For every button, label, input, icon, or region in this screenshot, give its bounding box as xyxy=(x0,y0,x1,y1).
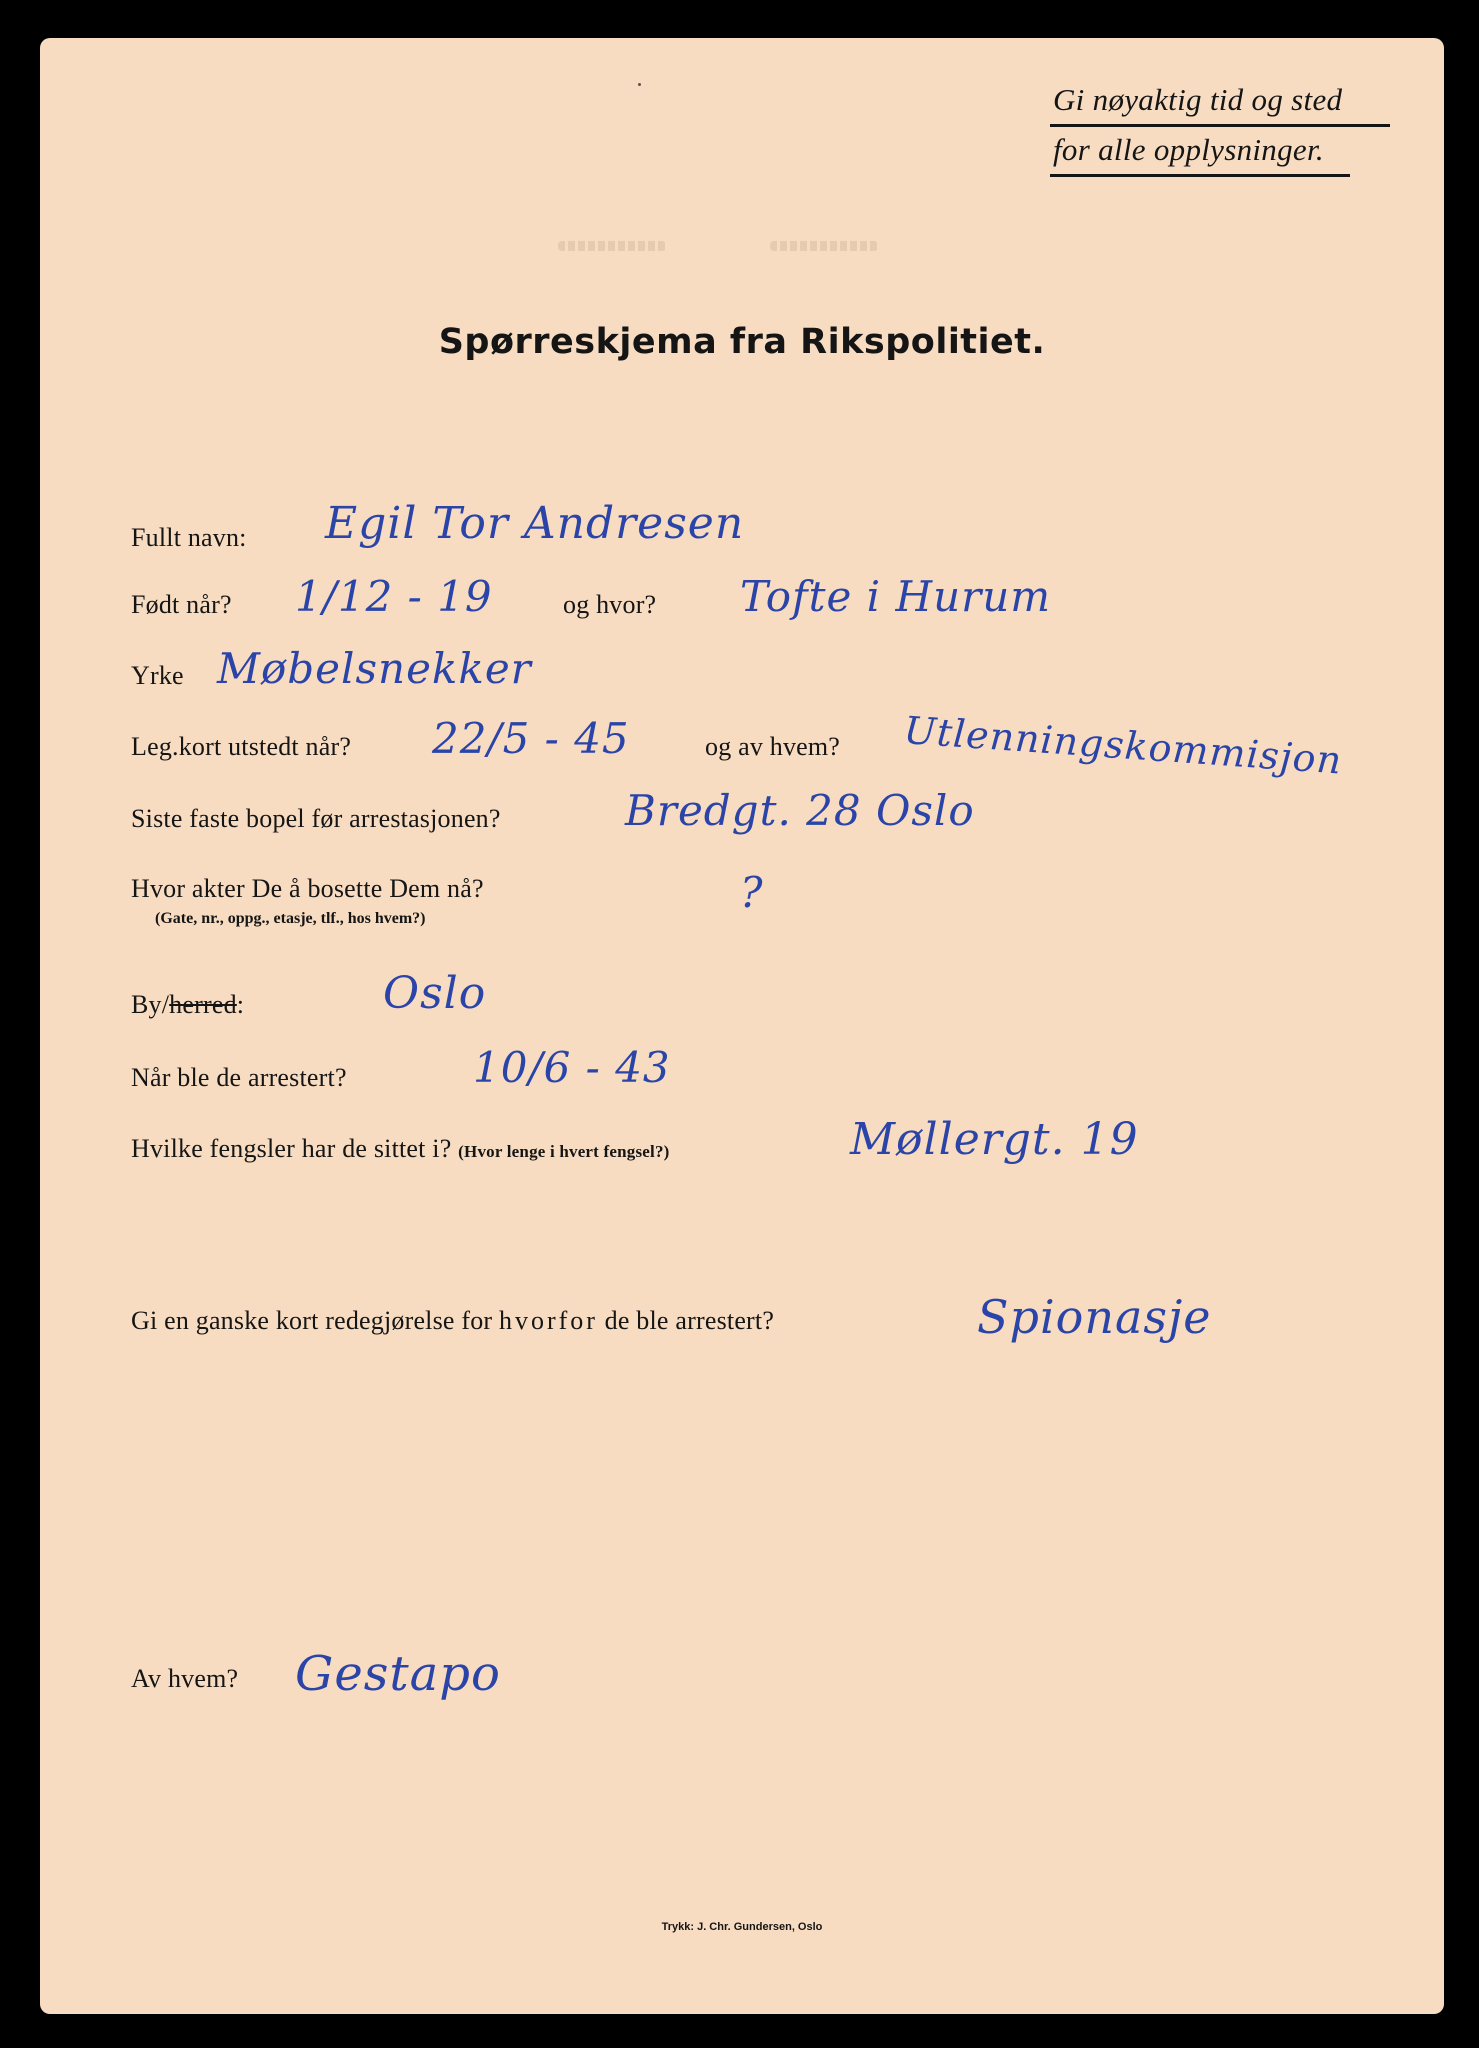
form-title: Spørreskjema fra Rikspolitiet. xyxy=(438,322,1046,362)
label-herred-struck: herred xyxy=(169,990,237,1019)
sublabel-fengsler: (Hvor lenge i hvert fengsel?) xyxy=(458,1142,670,1161)
label-legkort: Leg.kort utstedt når? xyxy=(131,732,352,761)
answer-fodt-naar: 1/12 - 19 xyxy=(295,572,493,621)
answer-siste-bopel: Bredgt. 28 Oslo xyxy=(625,786,975,835)
answer-yrke: Møbelsnekker xyxy=(217,644,532,693)
answer-legkort: 22/5 - 45 xyxy=(432,714,630,763)
faded-stamp-left xyxy=(558,241,666,251)
label-siste-bopel: Siste faste bopel før arrestasjonen? xyxy=(131,804,501,833)
label-by-herred xyxy=(131,990,244,1020)
label-fodt-naar: Født når? xyxy=(131,590,232,619)
answer-bosette: ? xyxy=(740,868,764,917)
notice-line-1: Gi nøyaktig tid og sted xyxy=(1053,82,1343,117)
label-og-av-hvem: og av hvem? xyxy=(705,732,841,761)
label-arrestert: Når ble de arrestert? xyxy=(131,1063,347,1092)
answer-fengsler: Møllergt. 19 xyxy=(850,1114,1139,1165)
answer-av-hvem: Gestapo xyxy=(295,1646,501,1702)
answer-og-hvor: Tofte i Hurum xyxy=(740,572,1052,621)
notice-underline-2 xyxy=(1050,174,1350,177)
label-av-hvem: Av hvem? xyxy=(131,1664,239,1693)
label-yrke: Yrke xyxy=(131,661,184,690)
sublabel-bosette: (Gate, nr., oppg., etasje, tlf., hos hvem?) xyxy=(155,910,426,927)
paper-speck xyxy=(638,83,641,86)
label-hvorfor xyxy=(131,1306,774,1336)
label-bosette: Hvor akter De å bosette Dem nå? xyxy=(131,874,484,903)
label-fullt-navn: Fullt navn: xyxy=(131,523,247,552)
label-fengsler xyxy=(131,1134,670,1164)
answer-by-herred: Oslo xyxy=(383,968,487,1019)
label-colon: : xyxy=(236,990,245,1019)
label-fengsler-text: Hvilke fengsler har de sittet i? xyxy=(131,1134,452,1163)
notice-line-2: for alle opplysninger. xyxy=(1053,132,1324,167)
answer-fullt-navn: Egil Tor Andresen xyxy=(325,498,745,549)
answer-arrestert: 10/6 - 43 xyxy=(473,1043,671,1092)
label-hvorfor-emphasis: hvorfor xyxy=(498,1306,598,1335)
faded-stamp-right xyxy=(770,241,878,251)
label-by: By/ xyxy=(131,990,170,1019)
questionnaire-form xyxy=(40,38,1444,2014)
notice-underline-1 xyxy=(1050,124,1390,127)
label-og-hvor: og hvor? xyxy=(563,590,657,619)
answer-og-av-hvem: Utlenningskommisjon xyxy=(902,708,1344,783)
label-hvorfor-post: de ble arrestert? xyxy=(604,1306,775,1335)
answer-hvorfor: Spionasje xyxy=(977,1290,1212,1344)
label-hvorfor-pre: Gi en ganske kort redegjørelse for xyxy=(131,1306,493,1335)
printer-imprint: Trykk: J. Chr. Gundersen, Oslo xyxy=(661,1921,823,1933)
